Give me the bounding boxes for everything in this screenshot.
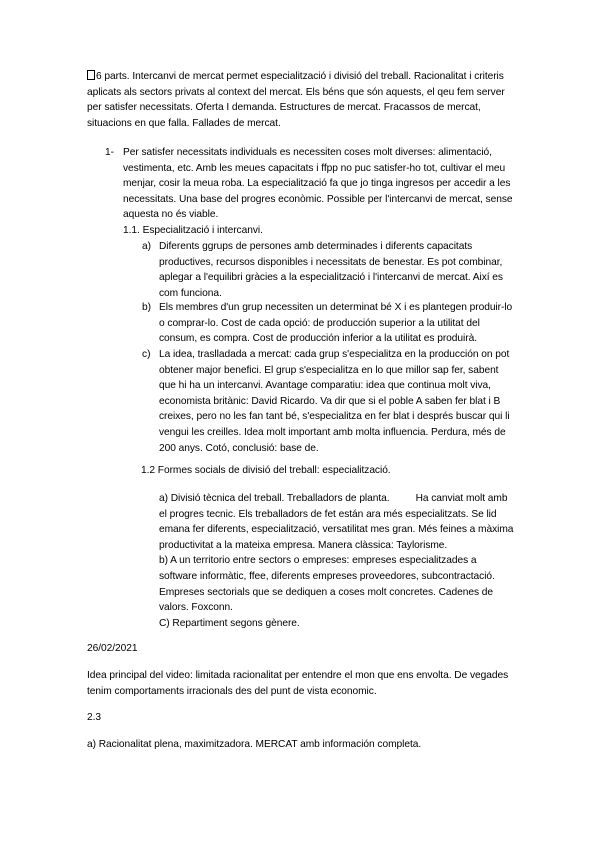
item-line: 200 anys. Cotó, conclusió: base de. bbox=[159, 442, 319, 454]
item-line: Diferents ggrups de persones amb determinades i diferents capacitats bbox=[159, 241, 473, 252]
section-2-3-heading: 2.3 bbox=[87, 712, 102, 723]
subheading-1-1: 1.1. Especialització i intercanvi. bbox=[123, 225, 263, 236]
item-line: productives, recursos disponibles i necessitats de benestar. Es pot combinar, bbox=[159, 256, 503, 268]
section-1-2-line: productivitat a la mateixa empresa. Manera clàssica: Taylorisme. bbox=[159, 539, 448, 551]
date-heading: 26/02/2021 bbox=[87, 643, 138, 654]
item-line: com funciona. bbox=[159, 287, 222, 299]
section-1-line: Per satisfer necessitats individuals es necessiten coses molt diverses: alimentació, bbox=[123, 147, 492, 158]
video-line: tenim comportaments irracionals des del punt de vista economic. bbox=[87, 685, 377, 697]
section-1-2-line: valors. Foxconn. bbox=[159, 602, 233, 614]
section-1-2-body bbox=[159, 491, 513, 631]
section-1-line: aquesta no és viable. bbox=[123, 209, 219, 221]
section-1-2-line: Empreses sectorials que se dediquen a coses molt concretes. Cadenes de bbox=[159, 586, 494, 598]
item-a-text bbox=[159, 239, 503, 301]
intro-paragraph bbox=[87, 69, 505, 131]
item-line: o comprar-lo. Cost de cada opció: de producción superior a la utilitat del bbox=[159, 317, 480, 329]
video-line: Idea principal del video: limitada racionalitat per entendre el mon que ens envolta. De vegades bbox=[87, 670, 509, 681]
item-c-text bbox=[159, 347, 510, 456]
item-b-text bbox=[159, 300, 512, 347]
section-1-2-line: C) Repartiment segons gènere. bbox=[159, 617, 300, 629]
item-line: que hi ha un intercanvi. Avantage comparatiu: idea que continua molt viva, bbox=[159, 380, 491, 392]
section-1-line: menjar, cosir la meua roba. La especialització fa que jo tinga ingresos per accedir a les bbox=[123, 178, 511, 190]
section-1-paragraph bbox=[123, 145, 513, 223]
item-line: aplegar a l'equilibri gràcies a la especialització i l'intercanvi de mercat. Així es bbox=[159, 272, 503, 284]
item-line: Els membres d'un grup necessiten un determinat bé X i es plantegen produir-lo bbox=[159, 302, 513, 313]
section-1-2-heading: 1.2 Formes socials de divisió del treball: especialització. bbox=[141, 465, 391, 476]
item-line: La idea, traslladada a mercat: cada grup s'especialitza en la producción on pot bbox=[159, 349, 510, 360]
intro-line: situacions en que falla. Fallades de mercat. bbox=[87, 117, 281, 129]
section-1-number: 1- bbox=[105, 147, 115, 158]
item-line: vengui les creilles. Idea molt important amb molta influencia. Perdura, més de bbox=[159, 426, 506, 438]
item-line: consum, es compra. Cost de producción inferior a la utilitat es produirà. bbox=[159, 333, 477, 345]
missing-glyph-icon bbox=[87, 70, 95, 80]
item-c-marker: c) bbox=[142, 349, 151, 360]
item-a-marker: a) bbox=[142, 241, 152, 252]
section-1-line: vestimenta, etc. Amb les meues capacitats i ffpp no puc satisfer-ho tot, cultivar el meu bbox=[123, 162, 506, 174]
section-1-2-line: b) A un territorio entre sectors o empreses: empreses especialitzades a bbox=[159, 555, 477, 567]
section-1-2-line: emana fer diferents, especialització, versatilitat mes gran. Més feines a màxima bbox=[159, 524, 514, 536]
intro-line: per satisfer necessitats. Oferta I demanda. Estructures de mercat. Fracassos de mercat, bbox=[87, 102, 481, 114]
section-1-2-line: a) Divisió tècnica del treball. Treballadors de planta. Ha canviat molt amb bbox=[159, 493, 508, 504]
item-line: obtener major benefici. El grup s'especialitza en lo que millor sap fer, sabent bbox=[159, 364, 499, 376]
item-line: creixes, pero no les fan tant bé, s'especialitza en fer blat i després buscar qui li bbox=[159, 411, 510, 423]
section-1-line: necessitats. Una base del progres econòmic. Possible per l'intercanvi de mercat, sense bbox=[123, 193, 513, 205]
section-1-2-line: software informàtic, ffee, diferents empreses proveedores, subcontractació. bbox=[159, 570, 495, 582]
video-paragraph bbox=[87, 668, 508, 699]
intro-line: 6 parts. Intercanvi de mercat permet especialització i divisió del treball. Racionalitat i criteris bbox=[87, 69, 505, 85]
item-line: economista britànic: David Ricardo. Va dir que si el poble A saben fer blat i B bbox=[159, 395, 501, 407]
section-2-3-line: a) Racionalitat plena, maximitzadora. MERCAT amb información completa. bbox=[87, 739, 422, 750]
section-1-2-line: el progres tecnic. Els treballadors de fet están ara més especialitzats. Se lid bbox=[159, 508, 497, 520]
item-b-marker: b) bbox=[142, 302, 152, 313]
intro-line: aplicats als sectors privats al context del mercat. Els béns que són aquests, el qeu fem server bbox=[87, 86, 505, 98]
